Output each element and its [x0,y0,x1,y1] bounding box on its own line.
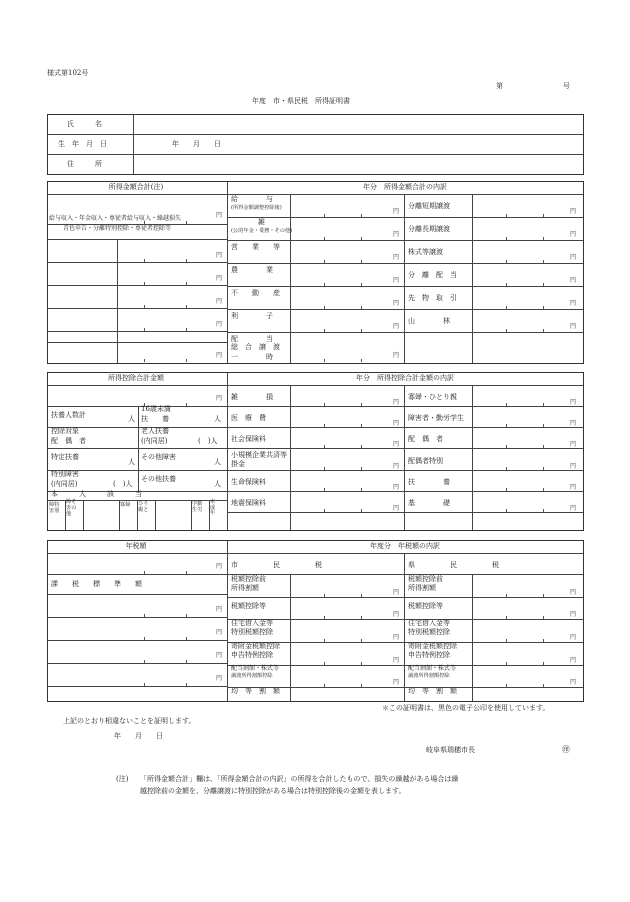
tax-row-sublabel: 所得割額 [408,584,436,592]
elder-label: 老人扶養 [141,427,169,435]
yen-unit: 円 [216,298,223,305]
deduction-item-label: 障害者・勤労学生 [408,414,464,422]
special-disability-label-2: (内同居) [51,480,78,488]
yen-unit: 円 [216,395,223,402]
tax-row-label: 税額控除前 [231,575,266,583]
yen-unit: 円 [216,321,223,328]
yen-unit: 円 [393,352,400,359]
yen-unit: 円 [570,254,577,261]
yen-unit: 円 [570,399,577,406]
yen-unit: 円 [393,634,400,641]
tax-row-label: 配当割額・株式等 [408,665,457,672]
elder-label-2: (内同居) [141,437,168,445]
paren-unit: ( )人 [113,480,133,488]
city-tax-header: 市 民 税 [231,561,322,569]
taxable-standard-label: 課 税 標 準 額 [51,580,142,588]
certificate-no-suffix: 号 [563,82,570,90]
yen-unit: 円 [393,679,400,686]
person-unit: 人 [214,458,221,466]
self-applicable-label: 本 人 該 当 [51,490,142,498]
yen-unit: 円 [570,231,577,238]
deduction-item-label: 生命保険料 [231,478,266,486]
yen-unit: 円 [393,277,400,284]
yen-unit: 円 [393,254,400,261]
id-block [47,114,584,175]
tax-row-label: 均 等 割 額 [408,687,457,695]
income-item-label: 山 林 [408,317,450,325]
prefectural-tax-header: 県 民 税 [408,561,499,569]
income-item-sublabel: (公的年金・業務・その他) [231,228,293,234]
category-widow: 寡婦 [120,502,131,508]
category-minor: 未成年 [210,499,216,517]
income-item-label: 利 子 [231,312,273,320]
person-unit: 人 [214,415,221,423]
tax-row-label: 住宅借入金等 [231,619,273,627]
yen-unit: 円 [393,505,400,512]
income-item-label: 分離短期譲渡 [408,202,450,210]
spouse-label-2: 配 偶 者 [51,437,86,445]
income-item-label: 分 離 配 当 [408,271,457,279]
tax-row-label: 住宅借入金等 [408,619,450,627]
deduction-breakdown-header: 年分 所得控除合計金額の内訳 [356,374,454,382]
yen-unit: 円 [216,212,223,219]
income-total-header: 所得金額合計(注) [108,183,164,191]
other-dependent-label: その他扶養 [141,475,176,483]
yen-unit: 円 [570,300,577,307]
page-title: 年度 市・県民税 所得証明書 [252,97,350,105]
yen-unit: 円 [393,441,400,448]
yen-unit: 円 [570,611,577,618]
certificate-no-prefix: 第 [496,82,503,90]
spouse-label: 控除対象 [51,427,79,435]
category-special-disability: 障特害別 [49,502,60,514]
deduction-item-label: 地震保険料 [231,499,266,507]
yen-unit: 円 [570,505,577,512]
special-dep-label: 特定扶養 [51,453,79,461]
name-label: 氏 名 [67,120,102,128]
income-section [47,181,584,364]
yen-unit: 円 [216,352,223,359]
note-text-line1: 「所得金額合計」欄は、「所得金額合計の内訳」の所得を合計したもので、損失の繰越がある場合は繰 [140,775,459,783]
special-disability-label: 特別障害 [51,470,79,478]
yen-unit: 円 [393,589,400,596]
yen-unit: 円 [216,606,223,613]
birth-value: 年 月 日 [172,140,221,148]
yen-unit: 円 [393,231,400,238]
tax-row-label: 配当割額・株式等 [231,665,280,672]
person-unit: 人 [128,458,135,466]
yen-unit: 円 [570,679,577,686]
tax-row-sublabel: 特別税額控除 [408,628,450,636]
deduction-item-label: 雑 損 [231,393,273,401]
tax-row-sublabel: 譲渡所得割額控除 [231,673,273,679]
deduction-item-label: 配偶者特別 [408,457,443,465]
yen-unit: 円 [570,463,577,470]
income-item-sublabel: (所得金額調整控除後) [231,205,282,211]
income-item-label: 農 業 [231,266,273,274]
yen-unit: 円 [570,634,577,641]
deduction-item-label: 基 礎 [408,499,450,507]
tax-row-sublabel: 所得割額 [231,584,259,592]
yen-unit: 円 [393,399,400,406]
yen-unit: 円 [570,484,577,491]
yen-unit: 円 [570,277,577,284]
income-note-line1: 給与収入・年金収入・専従者給与収入・繰越損失 [49,215,182,222]
tax-row-label: 寄附金税額控除 [408,642,457,650]
tax-row-sublabel: 特別税額控除 [231,628,273,636]
form-number: 様式第102号 [47,69,89,77]
paren-unit: ( )人 [198,437,218,445]
deduction-item-label: 小規模企業共済等掛金 [231,451,287,469]
certification-date: 年 月 日 [114,732,163,740]
income-item-label: 株式等譲渡 [408,248,443,256]
yen-unit: 円 [570,657,577,664]
tax-row-label: 税額控除前 [408,575,443,583]
yen-unit: 円 [216,563,223,570]
deduction-item-label: 社会保険料 [231,435,266,443]
tax-breakdown-header: 年度分 年税額の内訳 [370,542,440,550]
birth-label: 生 年 月 日 [58,140,107,148]
tax-row-label: 寄附金税額控除 [231,642,280,650]
note-label: (注) [116,775,129,783]
yen-unit: 円 [216,675,223,682]
under16-label: 16歳未満 [141,405,171,413]
tax-row-sublabel: 申告特例控除 [231,651,273,659]
category-other-disability: 障そ害の他 [66,499,77,517]
tax-row-sublabel: 申告特例控除 [408,651,450,659]
issuer-name: 岐阜県瑞穂市長 [426,746,475,754]
income-item-sublabel: 一 時 [231,353,273,361]
deduction-total-header: 所得控除合計金額 [108,374,164,382]
yen-unit: 円 [216,652,223,659]
income-item-label: 不 動 産 [231,289,280,297]
yen-unit: 円 [216,252,223,259]
note-text-line2: 越控除前の金額を、分離譲渡に特別控除がある場合は特別控除後の金額を表します。 [140,787,406,795]
income-item-label: 給 与 [231,195,273,203]
yen-unit: 円 [393,208,400,215]
income-item-label: 総 合 譲 渡 [231,343,280,351]
yen-unit: 円 [570,441,577,448]
deduction-item-label: 寡婦・ひとり親 [408,393,457,401]
yen-unit: 円 [393,420,400,427]
address-label: 住 所 [67,160,102,168]
yen-unit: 円 [393,657,400,664]
income-breakdown-header: 年分 所得金額合計の内訳 [363,183,447,191]
income-item-label: 配 当 [231,335,273,343]
income-item-label: 分離長期譲渡 [408,225,450,233]
income-item-label: 営 業 等 [231,243,280,251]
tax-row-label: 税額控除等 [408,602,443,610]
certification-statement: 上記のとおり相違ないことを証明します。 [63,717,196,725]
official-seal-icon: ㊞ [562,745,570,754]
tax-row-label: 税額控除等 [231,602,266,610]
tax-row-label: 均 等 割 額 [231,687,280,695]
tax-row-sublabel: 譲渡所得割額控除 [408,673,450,679]
yen-unit: 円 [393,323,400,330]
deduction-item-label: 配 偶 者 [408,435,443,443]
income-note-line2: 青色申告・分離特別控除・専従者控除等 [63,225,172,232]
under16-label-2: 扶 養 [141,415,169,423]
yen-unit: 円 [393,463,400,470]
income-item-label: 先 物 取 引 [408,294,457,302]
category-working-student: 学勤生労 [192,501,203,513]
yen-unit: 円 [570,323,577,330]
annual-tax-header: 年税額 [125,542,147,550]
yen-unit: 円 [393,611,400,618]
yen-unit: 円 [393,484,400,491]
yen-unit: 円 [216,629,223,636]
person-unit: 人 [128,415,135,423]
electronic-seal-note: ＊この証明書は、黒色の電子公印を使用しています。 [382,704,550,712]
dependents-count-label: 扶養人数計 [51,411,86,419]
yen-unit: 円 [393,300,400,307]
yen-unit: 円 [570,208,577,215]
deduction-item-label: 医 療 費 [231,414,266,422]
yen-unit: 円 [570,589,577,596]
income-item-label: 雑 [258,218,265,226]
yen-unit: 円 [216,275,223,282]
deduction-item-label: 扶 養 [408,478,450,486]
yen-unit: 円 [570,420,577,427]
other-disability-label: その他障害 [141,453,176,461]
category-single-parent: ひり親と [138,501,149,513]
person-unit: 人 [214,480,221,488]
